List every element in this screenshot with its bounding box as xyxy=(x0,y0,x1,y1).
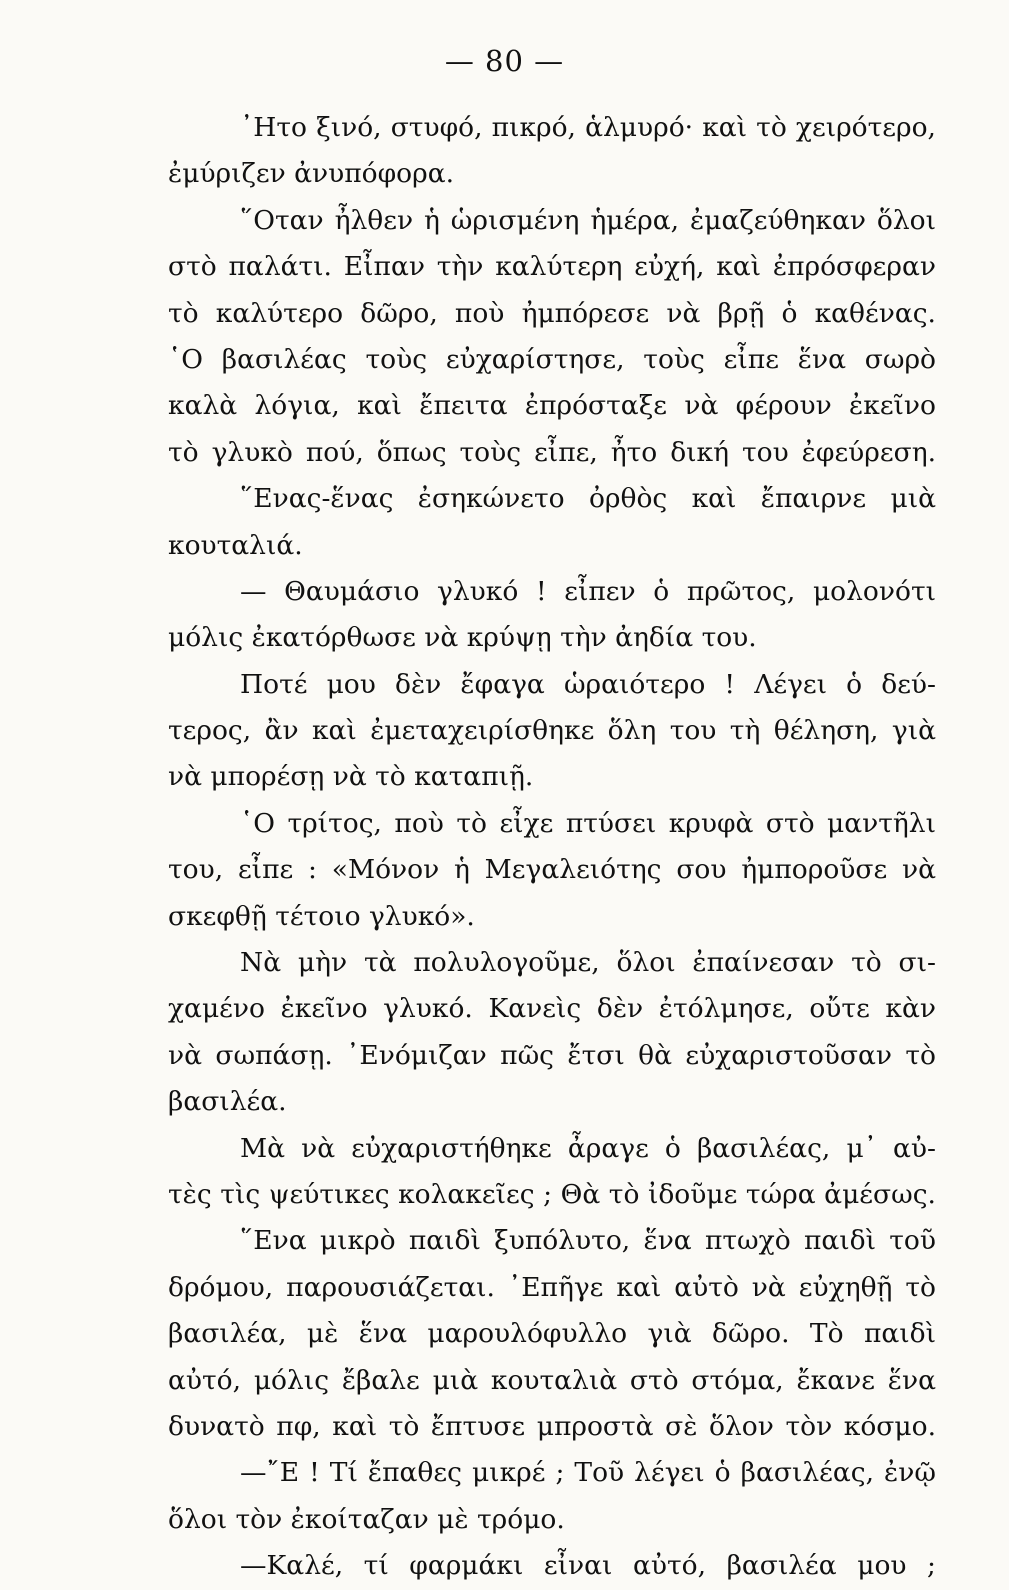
text-line: νὰ μπορέσῃ νὰ τὸ καταπιῇ. xyxy=(168,761,534,793)
text-line: ῞Ενα μικρὸ παιδὶ ξυπόλυτο, ἕνα πτωχὸ παιδὶ τοῦ xyxy=(240,1225,936,1257)
text-line: χαμένο ἐκεῖνο γλυκό. Κανεὶς δὲν ἐτόλμησε, οὔτε κὰν xyxy=(168,993,936,1025)
text-line: τὸ καλύτερο δῶρο, ποὺ ἠμπόρεσε νὰ βρῇ ὁ καθένας. xyxy=(168,297,936,329)
text-line: κουταλιά. xyxy=(168,529,303,561)
text-line: τερος, ἂν καὶ ἐμεταχειρίσθηκε ὅλη του τὴ θέληση, γιὰ xyxy=(168,715,936,747)
text-line: Ποτέ μου δὲν ἔφαγα ὡραιότερο ! Λέγει ὁ δεύ- xyxy=(240,668,936,700)
text-line: του, εἶπε : «Μόνον ἡ Μεγαλειότης σου ἠμποροῦσε νὰ xyxy=(168,854,936,886)
text-line: — Θαυμάσιο γλυκό ! εἶπεν ὁ πρῶτος, μολονότι xyxy=(240,575,936,607)
text-line: βασιλέα, μὲ ἕνα μαρουλόφυλλο γιὰ δῶρο. Τὸ παιδὶ xyxy=(168,1318,936,1350)
text-line: —Καλέ, τί φαρμάκι εἶναι αὐτό, βασιλέα μου ; xyxy=(240,1550,936,1582)
page-number: — 80 — xyxy=(444,44,565,78)
text-line: —῎Ε ! Τί ἔπαθες μικρέ ; Τοῦ λέγει ὁ βασιλέας, ἐνῷ xyxy=(240,1457,936,1489)
text-body xyxy=(168,105,936,1590)
text-line: στὸ παλάτι. Εἶπαν τὴν καλύτερη εὐχή, καὶ ἐπρόσφεραν xyxy=(168,251,936,283)
text-line: ῾Ο βασιλέας τοὺς εὐχαρίστησε, τοὺς εἶπε ἕνα σωρὸ xyxy=(168,343,936,375)
text-line: τὲς τὶς ψεύτικες κολακεῖες ; Θὰ τὸ ἰδοῦμε τώρα ἀμέσως. xyxy=(168,1178,936,1210)
text-line: ῾Ο τρίτος, ποὺ τὸ εἶχε πτύσει κρυφὰ στὸ μαντῆλι xyxy=(240,807,936,839)
text-line: ῞Ενας-ἕνας ἐσηκώνετο ὀρθὸς καὶ ἔπαιρνε μιὰ xyxy=(240,483,936,515)
text-line: ὅλοι τὸν ἐκοίταζαν μὲ τρόμο. xyxy=(168,1503,565,1535)
text-line: ῞Οταν ἦλθεν ἡ ὡρισμένη ἡμέρα, ἐμαζεύθηκαν ὅλοι xyxy=(240,204,936,236)
text-line: Μὰ νὰ εὐχαριστήθηκε ἆραγε ὁ βασιλέας, μ᾿ αὐ- xyxy=(240,1132,936,1164)
text-line: ἐμύριζεν ἀνυπόφορα. xyxy=(168,158,455,190)
text-line: μόλις ἐκατόρθωσε νὰ κρύψῃ τὴν ἀηδία του. xyxy=(168,622,757,654)
text-line: σκεφθῇ τέτοιο γλυκό». xyxy=(168,900,475,932)
text-line: τὸ γλυκὸ πού, ὅπως τοὺς εἶπε, ἦτο δική του ἐφεύρεση. xyxy=(168,436,936,468)
text-line: νὰ σωπάσῃ. ᾿Ενόμιζαν πῶς ἔτσι θὰ εὐχαριστοῦσαν τὸ xyxy=(168,1039,936,1071)
text-line: καλὰ λόγια, καὶ ἔπειτα ἐπρόσταξε νὰ φέρουν ἐκεῖνο xyxy=(168,390,936,422)
text-line: δυνατὸ πφ, καὶ τὸ ἔπτυσε μπροστὰ σὲ ὅλον τὸν κόσμο. xyxy=(168,1410,936,1442)
text-line: δρόμου, παρουσιάζεται. ᾿Επῆγε καὶ αὐτὸ νὰ εὐχηθῇ τὸ xyxy=(168,1271,936,1303)
text-line: Νὰ μὴν τὰ πολυλογοῦμε, ὅλοι ἐπαίνεσαν τὸ σι- xyxy=(240,947,936,979)
text-line: βασιλέα. xyxy=(168,1086,287,1118)
text-line: ᾿Ητο ξινό, στυφό, πικρό, ἁλμυρό· καὶ τὸ χειρότερο, xyxy=(240,112,936,143)
text-line: αὐτό, μόλις ἔβαλε μιὰ κουταλιὰ στὸ στόμα, ἔκανε ἕνα xyxy=(168,1364,936,1396)
